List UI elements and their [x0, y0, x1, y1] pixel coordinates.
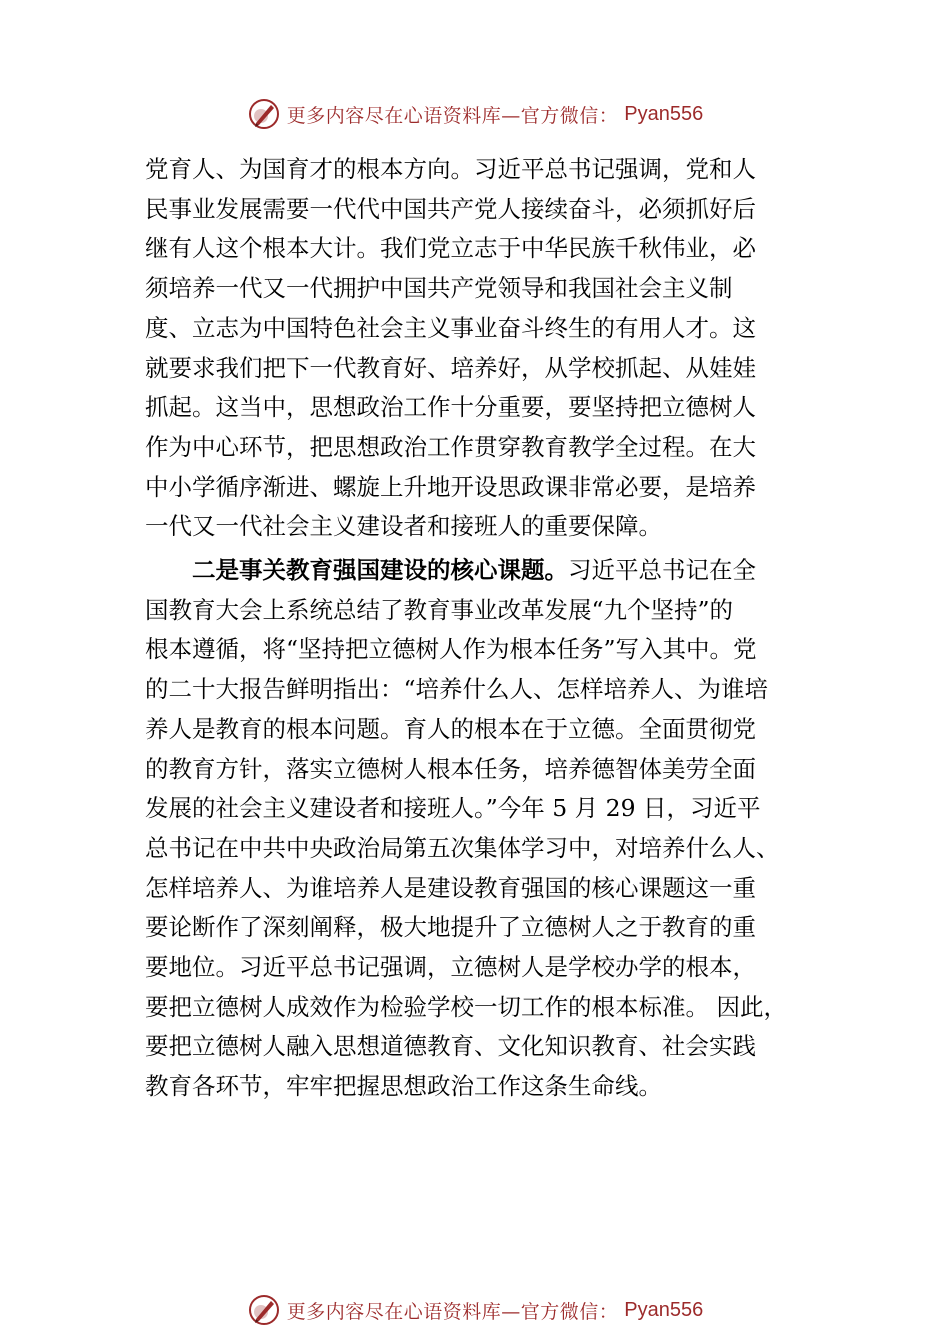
paragraph-first-line-rest: 习近平总书记在全 — [568, 556, 756, 585]
paragraph-lead-heading: 二是事关教育强国建设的核心课题。 — [192, 556, 568, 585]
paragraph-1 — [145, 150, 807, 547]
text-line-first — [145, 551, 807, 591]
watermark-banner-top — [0, 94, 950, 134]
text-line: 怎样培养人、为谁培养人是建设教育强国的核心课题这一重 — [145, 873, 756, 902]
text-line: 一代又一代社会主义建设者和接班人的重要保障。 — [145, 512, 662, 541]
text-line: 要地位。习近平总书记强调，立德树人是学校办学的根本， — [145, 953, 756, 982]
text-line: 要论断作了深刻阐释，极大地提升了立德树人之于教育的重 — [145, 913, 756, 942]
paragraph-2 — [145, 551, 807, 1107]
text-line: 养人是教育的根本问题。育人的根本在于立德。全面贯彻党 — [145, 714, 756, 743]
text-line: 民事业发展需要一代代中国共产党人接续奋斗，必须抓好后 — [145, 194, 756, 223]
text-line: 教育各环节，牢牢把握思想政治工作这条生命线。 — [145, 1072, 662, 1101]
watermark-text: 更多内容尽在心语资料库—官方微信： — [286, 104, 619, 127]
text-line: 根本遵循，将“坚持把立德树人作为根本任务”写入其中。党 — [145, 635, 757, 664]
text-line: 就要求我们把下一代教育好、培养好，从学校抓起、从娃娃 — [145, 353, 756, 382]
text-line: 继有人这个根本大计。我们党立志于中华民族千秋伟业，必 — [145, 234, 756, 263]
text-line: 发展的社会主义建设者和接班人。”今年 5 月 29 日，习近平 — [145, 794, 761, 823]
text-line: 须培养一代又一代拥护中国共产党领导和我国社会主义制 — [145, 274, 733, 303]
text-line: 抓起。这当中，思想政治工作十分重要，要坚持把立德树人 — [145, 393, 756, 422]
watermark-banner-bottom — [0, 1290, 950, 1330]
text-line: 要把立德树人成效作为检验学校一切工作的根本标准。 因此， — [145, 992, 787, 1021]
watermark-wechat-id: Pyan556 — [624, 102, 704, 125]
text-line: 总书记在中共中央政治局第五次集体学习中，对培养什么人、 — [145, 833, 780, 862]
pen-logo-icon — [247, 1293, 281, 1327]
document-body — [145, 150, 807, 1107]
text-line: 度、立志为中国特色社会主义事业奋斗终生的有用人才。这 — [145, 313, 756, 342]
text-line: 要把立德树人融入思想道德教育、文化知识教育、社会实践 — [145, 1032, 756, 1061]
text-line: 的教育方针，落实立德树人根本任务，培养德智体美劳全面 — [145, 754, 756, 783]
pen-logo-icon — [247, 97, 281, 131]
text-line: 的二十大报告鲜明指出：“培养什么人、怎样培养人、为谁培 — [145, 675, 769, 704]
watermark-text: 更多内容尽在心语资料库—官方微信： — [286, 1300, 619, 1323]
text-line: 国教育大会上系统总结了教育事业改革发展“九个坚持”的 — [145, 595, 734, 624]
text-line: 中小学循序渐进、螺旋上升地开设思政课非常必要，是培养 — [145, 472, 756, 501]
text-line: 党育人、为国育才的根本方向。习近平总书记强调，党和人 — [145, 155, 756, 183]
watermark-wechat-id: Pyan556 — [624, 1298, 704, 1321]
text-line: 作为中心环节，把思想政治工作贯穿教育教学全过程。在大 — [145, 432, 756, 461]
